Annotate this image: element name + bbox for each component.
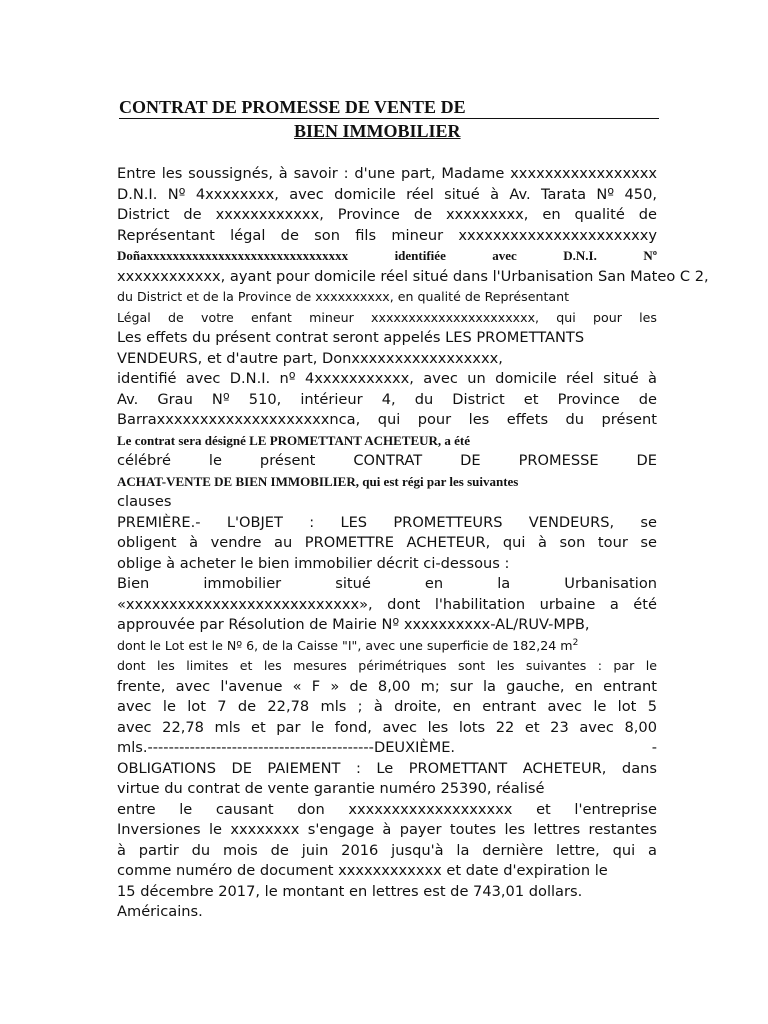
text-line: Av. Grau Nº 510, intérieur 4, du District et Province de [117, 390, 657, 408]
superscript: 2 [572, 637, 579, 648]
text-line: identifié avec D.N.I. nº 4xxxxxxxxxxx, avec un domicile réel situé à [117, 370, 657, 387]
text-line: avec le lot 7 de 22,78 mls ; à droite, en entrant avec le lot 5 [117, 698, 657, 715]
text-line: OBLIGATIONS DE PAIEMENT : Le PROMETTANT ACHETEUR, dans [117, 759, 657, 777]
text-line: Le contrat sera désigné LE PROMETTANT ACHETEUR, a été [117, 432, 471, 448]
document-title-line-2: BIEN IMMOBILIER [294, 121, 461, 141]
text-line: obligent à vendre au PROMETTRE ACHETEUR, qui à son tour se [117, 534, 657, 551]
document-body [117, 164, 709, 923]
text-line: entre le causant don xxxxxxxxxxxxxxxxxxx et l'entreprise [117, 800, 657, 818]
text-line: comme numéro de document xxxxxxxxxxxx et date d'expiration le [117, 862, 608, 879]
text-line: approuvée par Résolution de Mairie Nº xxxxxxxxxx-AL/RUV-MPB, [117, 616, 590, 633]
text-line: Les effets du présent contrat seront appelés LES PROMETTANTS [117, 329, 585, 346]
text-line: Bien immobilier situé en la Urbanisation [117, 575, 657, 592]
text-line: xxxxxxxxxxxx, ayant pour domicile réel situé dans l'Urbanisation San Mateo C 2, [117, 267, 709, 285]
document-title-line-1: CONTRAT DE PROMESSE DE VENTE DE [119, 96, 659, 119]
text-line: Légal de votre enfant mineur xxxxxxxxxxxxxxxxxxxxxx, qui pour les [117, 309, 657, 325]
text-line: frente, avec l'avenue « F » de 8,00 m; sur la gauche, en entrant [117, 677, 657, 695]
text-line: du District et de la Province de xxxxxxxxxx, en qualité de Représentant [117, 289, 570, 304]
text-line-with-superscript [117, 636, 657, 657]
text-line: oblige à acheter le bien immobilier décrit ci-dessous : [117, 554, 510, 572]
text-line: clauses [117, 493, 172, 510]
text-line: virtue du contrat de vente garantie numéro 25390, réalisé [117, 780, 545, 797]
superficie-text: dont le Lot est le Nº 6, de la Caisse "I", avec une superficie de 182,24 m [117, 637, 573, 653]
text-line: VENDEURS, et d'autre part, Donxxxxxxxxxxxxxxxxx, [117, 349, 503, 367]
text-line: à partir du mois de juin 2016 jusqu'à la dernière lettre, qui a [117, 841, 657, 859]
text-line: Américains. [117, 903, 203, 920]
text-line: Barraxxxxxxxxxxxxxxxxxxxxnca, qui pour les effets du présent [117, 411, 657, 428]
text-line: D.N.I. Nº 4xxxxxxxx, avec domicile réel situé à Av. Tarata Nº 450, [117, 185, 657, 203]
text-line: avec 22,78 mls et par le fond, avec les lots 22 et 23 avec 8,00 [117, 718, 657, 736]
text-line: Inversiones le xxxxxxxx s'engage à payer toutes les lettres restantes [117, 821, 657, 838]
text-line: mls.-------------------------------------------DEUXIÈME. - [117, 739, 657, 756]
text-line: PREMIÈRE.- L'OBJET : LES PROMETTEURS VENDEURS, se [117, 513, 657, 531]
text-line: ACHAT-VENTE DE BIEN IMMOBILIER, qui est régi par les suivantes [117, 473, 519, 489]
text-line: 15 décembre 2017, le montant en lettres est de 743,01 dollars. [117, 882, 583, 900]
text-line: Entre les soussignés, à savoir : d'une part, Madame xxxxxxxxxxxxxxxxx [117, 165, 657, 182]
text-line: «xxxxxxxxxxxxxxxxxxxxxxxxxxx», dont l'habilitation urbaine a été [117, 595, 657, 613]
text-line: District de xxxxxxxxxxxx, Province de xxxxxxxxx, en qualité de [117, 206, 657, 223]
text-line: dont les limites et les mesures périmétriques sont les suivantes : par le [117, 658, 657, 673]
text-line: Doñaxxxxxxxxxxxxxxxxxxxxxxxxxxxxxxx identifiée avec D.N.I. Nº [117, 248, 657, 263]
text-line: célébré le présent CONTRAT DE PROMESSE DE [117, 452, 657, 469]
text-line: Représentant légal de son fils mineur xxxxxxxxxxxxxxxxxxxxxxy [117, 226, 657, 244]
